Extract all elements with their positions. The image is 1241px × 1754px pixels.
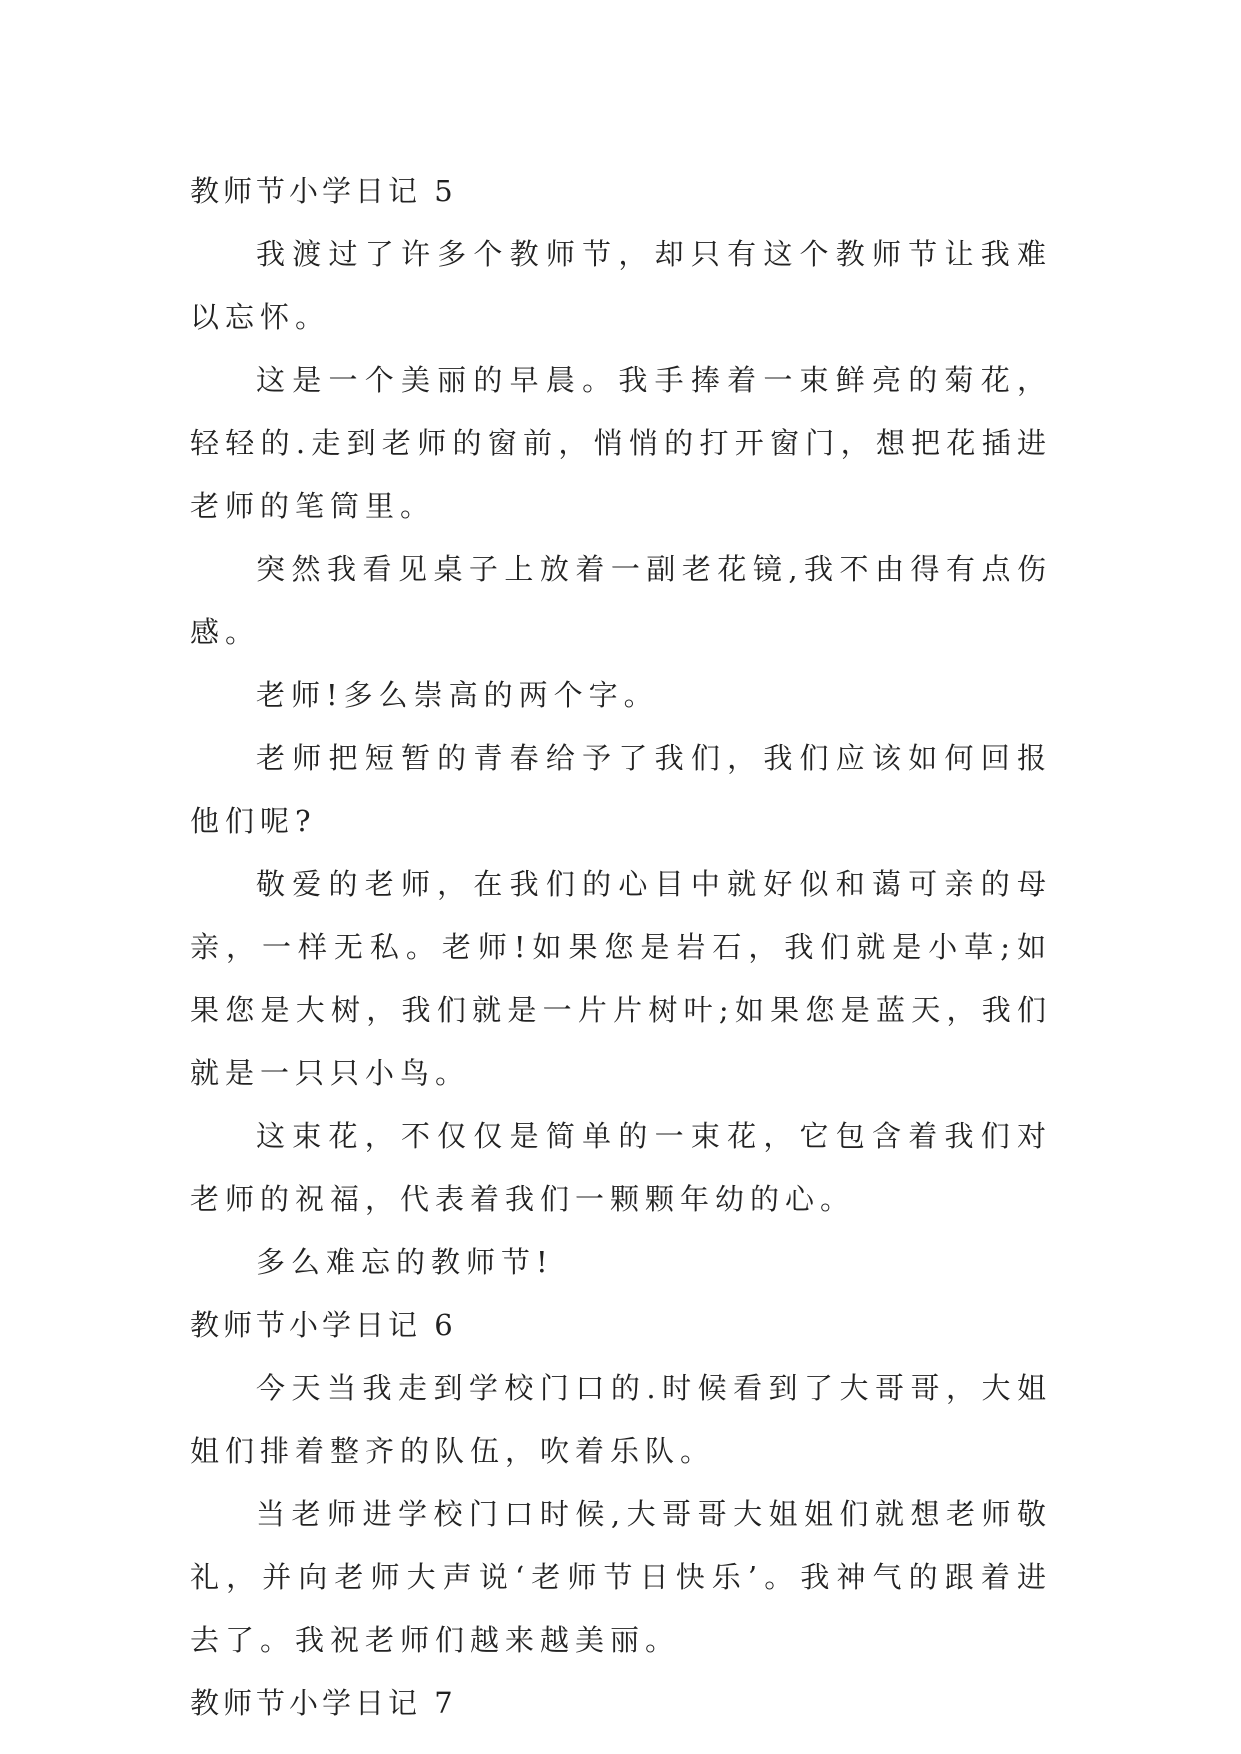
paragraph: 这是一个美丽的早晨。我手捧着一束鲜亮的菊花，轻轻的.走到老师的窗前，悄悄的打开窗门，想把花插进老师的笔筒里。 xyxy=(190,363,1052,523)
section-heading: 教师节小学日记 5 xyxy=(190,174,457,208)
paragraph: 突然我看见桌子上放着一副老花镜,我不由得有点伤感。 xyxy=(190,552,1052,649)
paragraph: 这束花，不仅仅是简单的一束花，它包含着我们对老师的祝福，代表着我们一颗颗年幼的心。 xyxy=(190,1119,1052,1216)
section-heading: 教师节小学日记 6 xyxy=(190,1308,457,1342)
paragraph: 敬爱的老师，在我们的心目中就好似和蔼可亲的母亲，一样无私。老师!如果您是岩石，我们就是小草;如果您是大树，我们就是一片片树叶;如果您是蓝天，我们就是一只只小鸟。 xyxy=(190,867,1052,1090)
diary-section xyxy=(190,1672,1052,1735)
paragraph: 老师把短暂的青春给予了我们，我们应该如何回报他们呢? xyxy=(190,741,1052,838)
paragraph: 当老师进学校门口时候,大哥哥大姐姐们就想老师敬礼，并向老师大声说‘老师节日快乐’。我神气的跟着进去了。我祝老师们越来越美丽。 xyxy=(190,1497,1052,1657)
paragraph: 多么难忘的教师节! xyxy=(256,1245,554,1279)
section-heading: 教师节小学日记 7 xyxy=(190,1686,457,1720)
document-body xyxy=(190,160,1052,1735)
diary-section xyxy=(190,1294,1052,1672)
paragraph: 我渡过了许多个教师节，却只有这个教师节让我难以忘怀。 xyxy=(190,237,1052,334)
paragraph: 今天当我走到学校门口的.时候看到了大哥哥，大姐姐们排着整齐的队伍，吹着乐队。 xyxy=(190,1371,1052,1468)
diary-section xyxy=(190,160,1052,1294)
paragraph: 老师!多么崇高的两个字。 xyxy=(256,678,659,712)
